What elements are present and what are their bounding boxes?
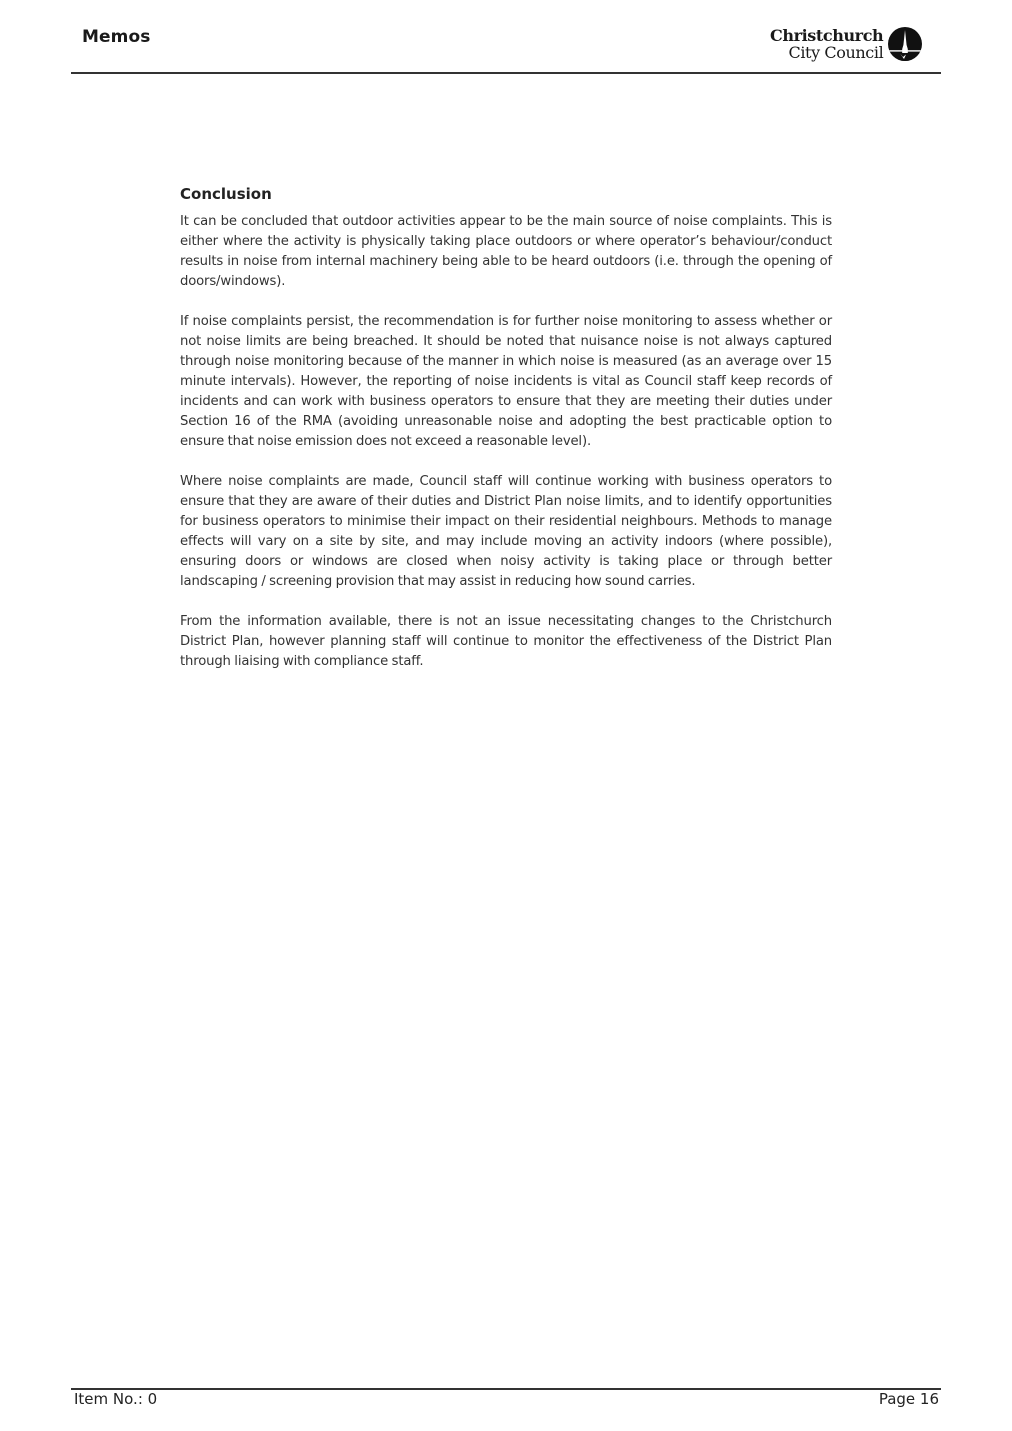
paragraph: Where noise complaints are made, Council staff will continue working with business operators to ensure that they are aware of their duties and District Plan noise limits, and to identify opportunities for business operators to minimise their impact on their residential neighbours. Methods to manage effects will vary on a site by site, and may include moving an activity indoors (where possible), ensuring doors or windows are closed when noisy activity is taking place or through better landscaping / screening provision that may assist in reducing how sound carries. — [180, 474, 832, 589]
item-number: Item No.: 0 — [74, 1390, 158, 1408]
document-section-title: Memos — [82, 27, 151, 47]
cathedral-spire-icon — [887, 26, 923, 62]
section-heading-conclusion: Conclusion — [180, 185, 272, 203]
council-logo — [770, 26, 923, 62]
footer-divider — [71, 1388, 941, 1390]
header-divider — [71, 72, 941, 74]
logo-line-2: City Council — [788, 43, 884, 62]
logo-wordmark — [770, 27, 883, 61]
paragraph: It can be concluded that outdoor activities appear to be the main source of noise complaints. This is either where the activity is physically taking place outdoors or where operator’s behaviour/conduct results in noise from internal machinery being able to be heard outdoors (i.e. through the opening of doors/windows). — [180, 214, 832, 289]
page-number: Page 16 — [878, 1390, 939, 1408]
paragraph: If noise complaints persist, the recommendation is for further noise monitoring to assess whether or not noise limits are being breached. It should be noted that nuisance noise is not always captured through noise monitoring because of the manner in which noise is measured (as an average over 15 minute intervals). However, the reporting of noise incidents is vital as Council staff keep records of incidents and can work with business operators to ensure that they are meeting their duties under Section 16 of the RMA (avoiding unreasonable noise and adopting the best practicable option to ensure that noise emission does not exceed a reasonable level). — [180, 314, 832, 449]
paragraph: From the information available, there is not an issue necessitating changes to the Christchurch District Plan, however planning staff will continue to monitor the effectiveness of the District Plan through liaising with compliance staff. — [180, 614, 832, 669]
document-body — [180, 184, 832, 692]
logo-line-1: Christchurch — [770, 26, 884, 45]
